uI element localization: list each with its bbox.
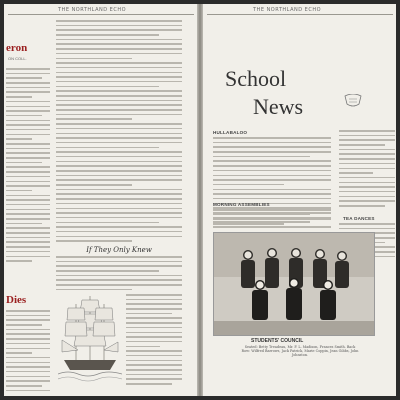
school-crest-icon (343, 94, 363, 108)
morning-assemblies-heading: MORNING ASSEMBLIES (213, 202, 270, 207)
left-column-text-1 (6, 68, 50, 265)
main-column-text-2 (56, 256, 182, 294)
right-header-rule (207, 14, 393, 15)
school-news-title-line1: School (225, 66, 287, 91)
magazine-spread (4, 4, 396, 396)
side-article-fragment: Dies (6, 294, 27, 306)
left-header-rule (8, 14, 194, 15)
right-page (203, 4, 396, 396)
tea-dances-heading: TEA DANCES (343, 216, 375, 221)
article-subhead-fragment: ON COLL. (8, 56, 27, 61)
left-running-head (4, 4, 197, 14)
left-page (4, 4, 197, 396)
students-council-photo (213, 232, 375, 336)
hullabaloo-heading: HULLABALOO (213, 130, 248, 135)
photo-caption: Seated: Betty Treadeau, Mr. F. L. Madison, Frances Smith. Back Row: Wilfred Barrows, Jack Patrick, Marie Coppin, Jean Gibbs, John Johnston. (241, 345, 359, 358)
if-they-only-knew-heading: If They Only Knew (86, 246, 152, 254)
article-title-fragment: eron (6, 42, 28, 54)
morning-assemblies-text (213, 209, 331, 228)
journal-name-left: THE NORTHLAND ECHO (58, 7, 127, 13)
school-news-title-line2: News (253, 94, 304, 119)
main-column-text-1 (56, 20, 182, 245)
right-running-head (203, 4, 396, 14)
photo-title: STUDENTS' COUNCIL (251, 338, 304, 344)
left-column-text-2 (6, 310, 50, 394)
main-column-text-3 (126, 294, 182, 388)
sailing-ship-illustration (58, 290, 122, 384)
right-column-text-1 (339, 130, 395, 210)
journal-name-right: THE NORTHLAND ECHO (253, 7, 322, 13)
